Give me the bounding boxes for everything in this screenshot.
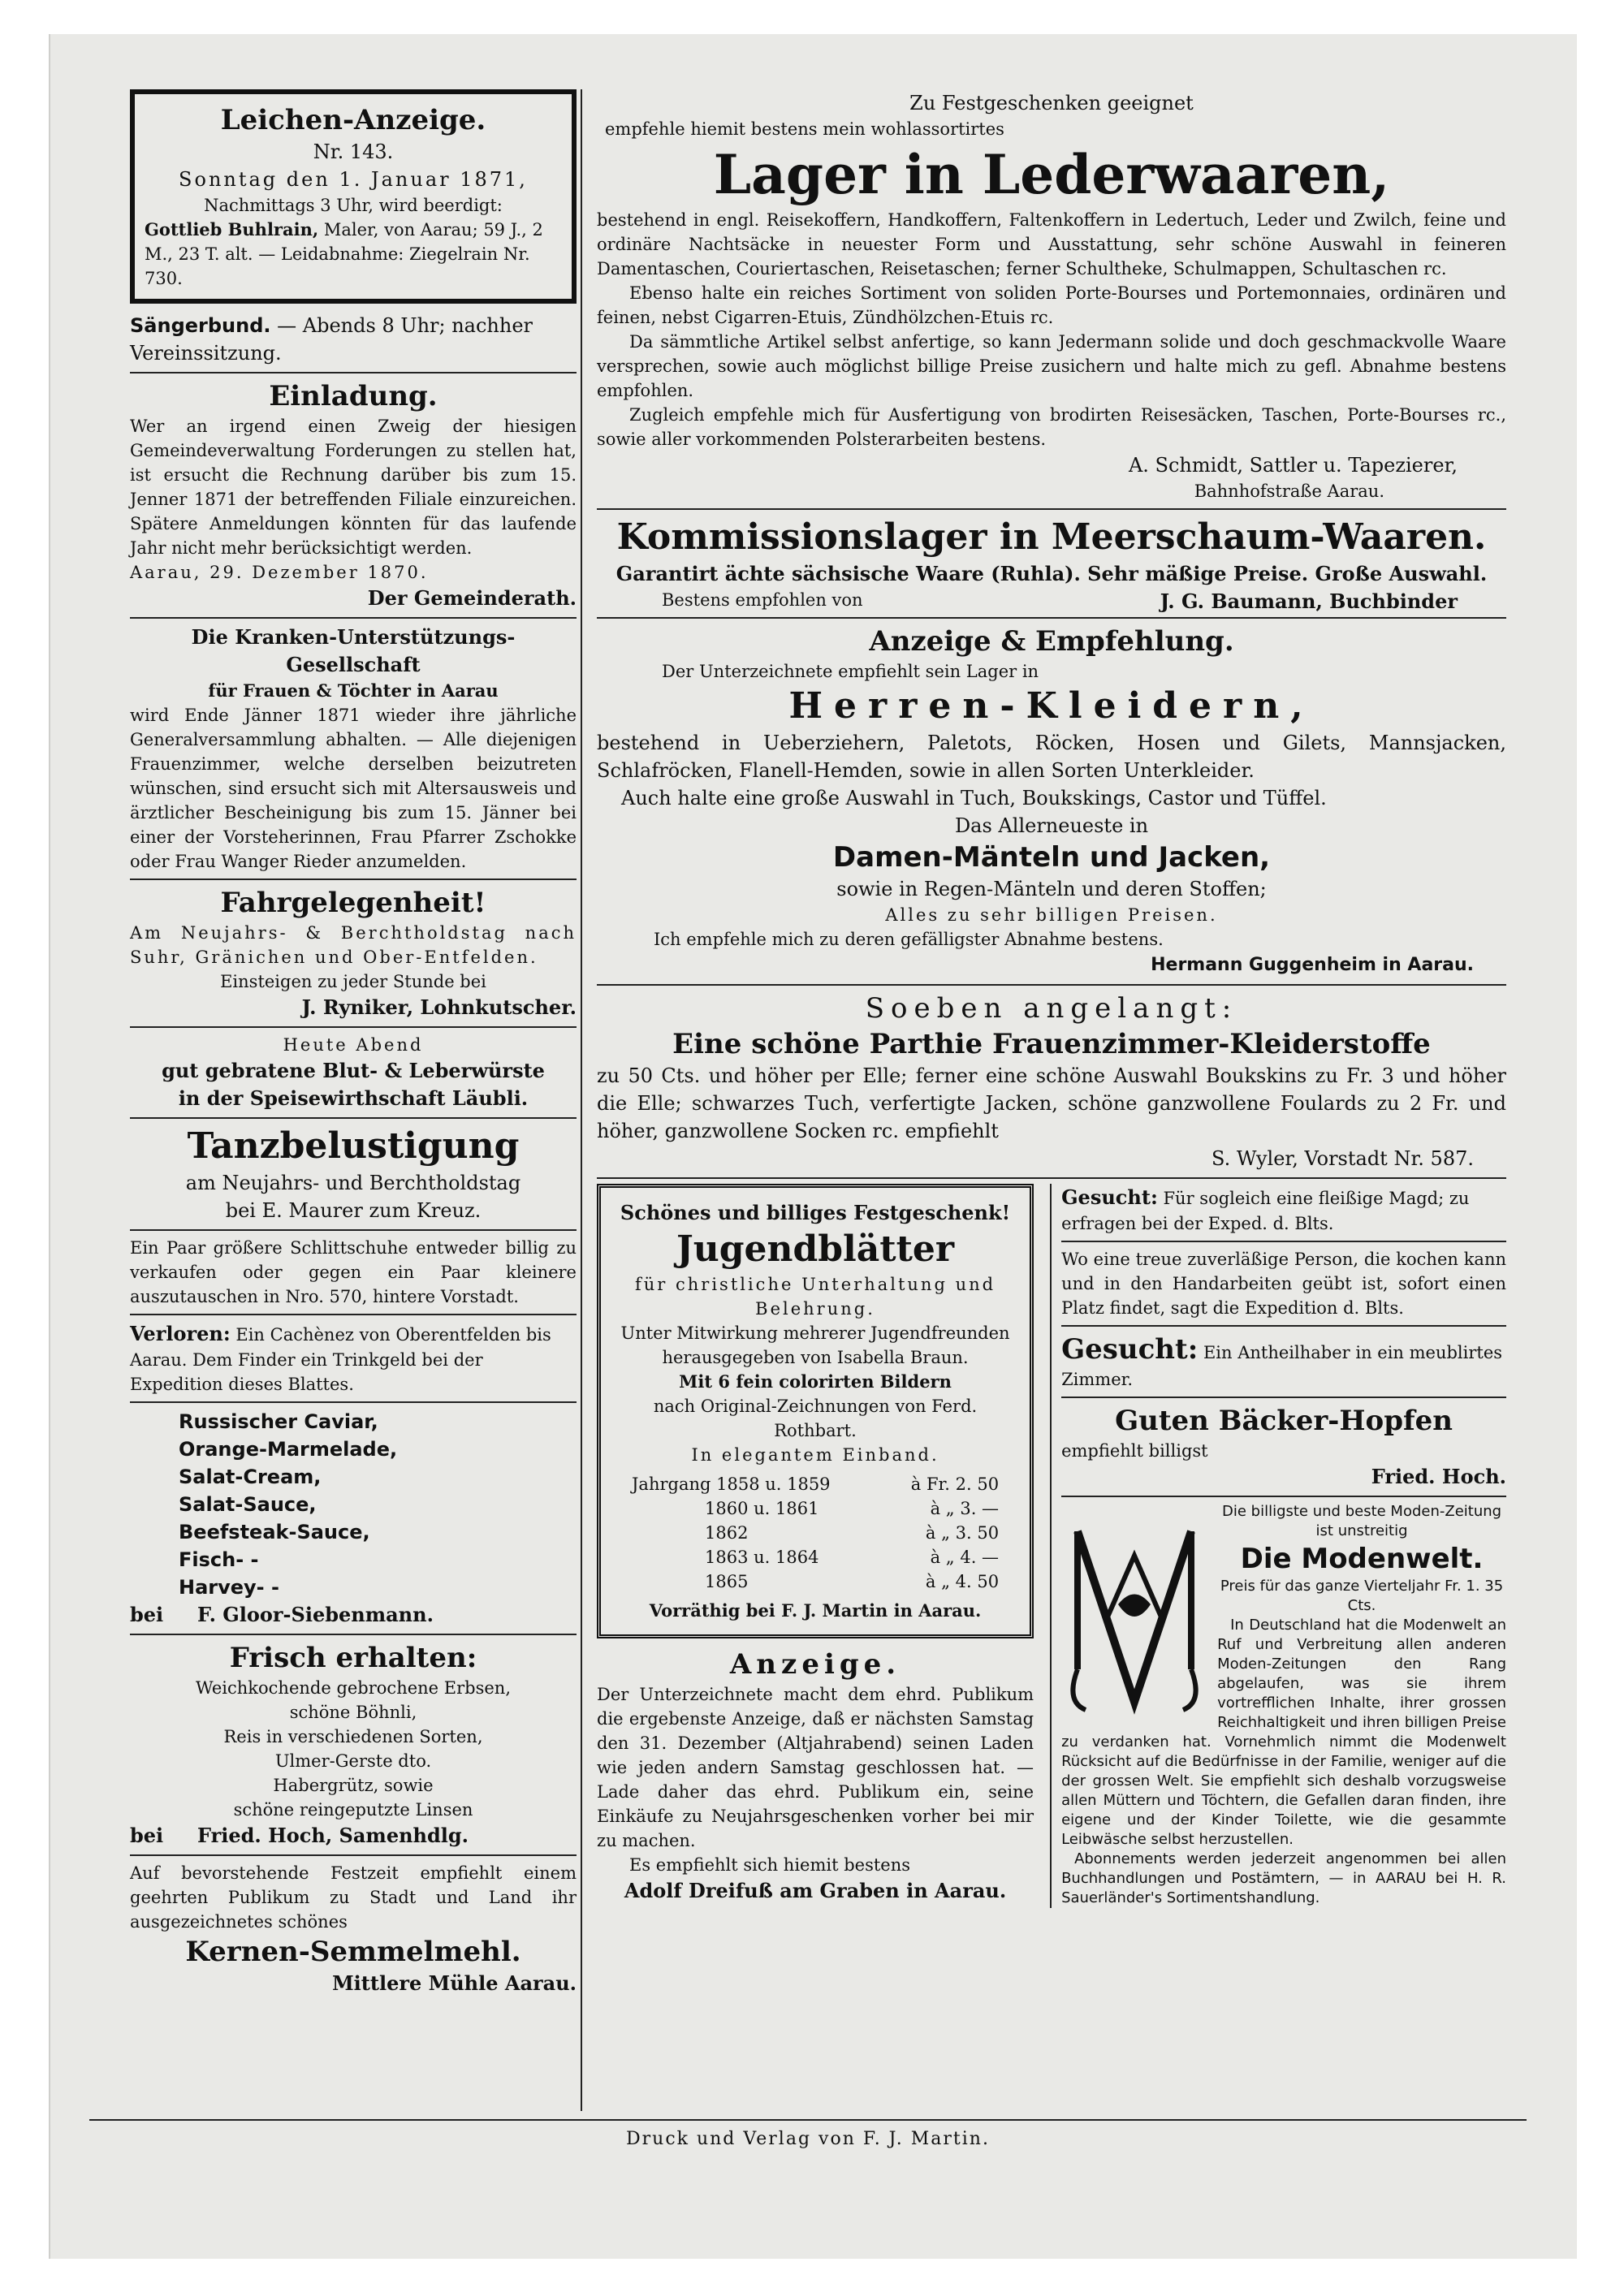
baecker-sign: Fried. Hoch. [1371, 1465, 1506, 1488]
price-row [615, 1569, 1015, 1594]
tanz-l1: am Neujahrs- und Berchtholdstag [185, 1172, 521, 1194]
herren-l5: Alles zu sehr billigen Preisen. [885, 905, 1218, 925]
kranken-title: Die Kranken-Unterstützungs-Gesellschaft [191, 625, 516, 676]
rule [130, 1401, 577, 1403]
death-notice [130, 89, 577, 304]
notice-time: Nachmittags 3 Uhr, wird beerdigt: [204, 196, 503, 215]
price-value: à „ 3. — [930, 1499, 1000, 1518]
price-value: à „ 4. 50 [925, 1572, 1000, 1591]
rule [130, 879, 577, 880]
person-text: Wo eine treue zuverläßige Person, die kochen kann und in den Handarbeiten geübt ist, sofort einen Platz findet, sagt die Expedition d. Blts. [1061, 1250, 1506, 1318]
tanz-l2: bei E. Maurer zum Kreuz. [225, 1199, 482, 1222]
jugend-sign: Vorräthig bei F. J. Martin in Aarau. [649, 1600, 982, 1621]
newspaper-page [89, 41, 1527, 2184]
fahr-sign: J. Ryniker, Lohnkutscher. [301, 995, 577, 1019]
herren-big: Herren-Kleidern, [788, 685, 1315, 727]
anzeige2-l2: Es empfiehlt sich hiemit bestens [629, 1855, 911, 1875]
anzeige2-title: Anzeige. [729, 1648, 901, 1681]
leder-l2: empfehle hiemit bestens mein wohlassortirtes [605, 119, 1004, 139]
soeben-sub: Eine schöne Parthie Frauenzimmer-Kleiderstoffe [672, 1028, 1431, 1060]
frisch-line: Reis in verschiedenen Sorten, [223, 1727, 483, 1746]
rule [130, 372, 577, 373]
modenwelt-ad [1061, 1502, 1506, 1908]
einladung-sign: Der Gemeinderath. [367, 586, 577, 610]
leder-l1: Zu Festgeschenken geeignet [909, 92, 1194, 114]
saengerbund-name: Sängerbund. [130, 314, 271, 337]
saengerbund [130, 312, 577, 367]
frisch-title: Frisch erhalten: [229, 1642, 477, 1674]
moden-text2: Abonnements werden jederzeit angenommen bei allen Buchhandlungen und Postämtern, — in AARAU bei H. R. Sauerländer's Sortimentshandlung. [1061, 1850, 1506, 1906]
leder-sign: A. Schmidt, Sattler u. Tapezierer, [1128, 454, 1458, 477]
moden-l1: Die billigste und beste Moden-Zeitung ist unstreitig [1221, 1503, 1502, 1539]
leder-p2: Ebenso halte ein reiches Sortiment von soliden Porte-Bourses und Portemonnaies, ordinären und feinen, nebst Cigarren-Etuis, Zündhölzchen-Etuis rc. [597, 283, 1506, 327]
price-year: 1863 u. 1864 [705, 1548, 819, 1567]
frisch-line: Weichkochende gebrochene Erbsen, [195, 1678, 511, 1698]
meer-line2 [597, 588, 1506, 612]
notice-date: Sonntag den 1. Januar 1871, [179, 168, 528, 191]
rule [130, 1854, 577, 1856]
herren-l4: sowie in Regen-Mänteln und deren Stoffen; [836, 878, 1267, 900]
caviar-item: Salat-Sauce, [179, 1493, 317, 1516]
gesucht1-label: Gesucht: [1061, 1185, 1158, 1209]
bottom-left [597, 1184, 1034, 1908]
leder-addr: Bahnhofstraße Aarau. [1194, 481, 1384, 501]
footer-imprint: Druck und Verlag von F. J. Martin. [89, 2119, 1527, 2149]
rule [597, 617, 1506, 619]
leder-p4: Zugleich empfehle mich für Ausfertigung von brodirten Reisesäcken, Taschen, Porte-Bourses rc., sowie aller vorkommenden Polsterarbeiten bestens. [597, 405, 1506, 449]
rule [597, 984, 1506, 986]
leder-title: Lager in Lederwaaren, [713, 143, 1390, 206]
meer-l2: Bestens empfohlen von [662, 590, 863, 610]
soeben-sign: S. Wyler, Vorstadt Nr. 587. [1211, 1147, 1474, 1170]
caviar-item: Russischer Caviar, [179, 1410, 378, 1433]
fahr-text: Am Neujahrs- & Berchtholdstag nach Suhr, Gränichen und Ober-Entfelden. [130, 923, 577, 967]
gesucht1-text: Für sogleich eine fleißige Magd; zu erfragen bei der Exped. d. Blts. [1061, 1189, 1470, 1233]
kernen-sign: Mittlere Mühle Aarau. [332, 1971, 577, 1995]
price-year: 1862 [705, 1523, 749, 1543]
baecker-title: Guten Bäcker-Hopfen [1115, 1405, 1453, 1437]
price-year: Jahrgang 1858 u. 1859 [632, 1474, 831, 1494]
jugend-l2: für christliche Unterhaltung und Belehrung. [634, 1275, 996, 1319]
herren-big2: Damen-Mänteln und Jacken, [832, 841, 1271, 874]
anzeige2-sign: Adolf Dreifuß am Graben in Aarau. [624, 1879, 1007, 1902]
bottom-right [1050, 1184, 1506, 1908]
rule [130, 1117, 577, 1119]
caviar-item: Beefsteak-Sauce, [179, 1521, 370, 1543]
jugend-l3: Unter Mitwirkung mehrerer Jugendfreunden herausgegeben von Isabella Braun. [620, 1323, 1010, 1367]
verloren-text: Ein Cachènez von Oberentfelden bis Aarau. Dem Finder ein Trinkgeld bei der Expedition dieses Blattes. [130, 1325, 551, 1394]
gesucht2-label: Gesucht: [1061, 1333, 1199, 1366]
verloren-label: Verloren: [130, 1322, 231, 1345]
rule [130, 1634, 577, 1635]
meer-l1: Garantirt ächte sächsische Waare (Ruhla). Sehr mäßige Preise. Große Auswahl. [615, 562, 1488, 585]
gesucht2 [1061, 1332, 1506, 1392]
fahr-text2: Einsteigen zu jeder Stunde bei [220, 972, 486, 991]
jugend-l1: Schönes und billiges Festgeschenk! [620, 1201, 1011, 1224]
rule [1061, 1496, 1506, 1497]
leder-p3: Da sämmtliche Artikel selbst anfertige, so kann Jedermann solide und doch geschmackvolle Waare versprechen, sowie auch möglichst billige Preise zusichern und halte mich zu gefl. Abnahme bestens empfohlen. [597, 332, 1506, 400]
einladung-place: Aarau, 29. Dezember 1870. [130, 563, 429, 582]
death-notice-title: Leichen-Anzeige. [220, 104, 486, 136]
price-year: 1860 u. 1861 [705, 1499, 819, 1518]
moden-text: In Deutschland hat die Modenwelt an Ruf und Verbreitung allen anderen Moden-Zeitungen den Rang abgelaufen, was sie ihrem vortrefflichen Inhalte, ihrer grossen Reichhaltigkeit und ihren billigen Preise zu verdanken hat. Vornehmlich nimmt die Modenwelt Rücksicht auf die Bedürfnisse in der Familie, weniger auf die der grossen Welt. Sie empfiehlt sich deshalb vorzugsweise allen Müttern und Töchtern, die Gefallen daran finden, ihre eigene und der Kinder Toilette, wie die gesammte Leibwäsche selbst herzustellen. [1061, 1617, 1506, 1848]
jugend-l5: nach Original-Zeichnungen von Ferd. Rothbart. [653, 1397, 978, 1440]
rule [597, 1177, 1506, 1179]
herren-l1: Der Unterzeichnete empfiehlt sein Lager in [662, 662, 1039, 681]
soeben-text: zu 50 Cts. und höher per Elle; ferner eine schöne Auswahl Boukskins zu Fr. 3 und höher die Elle; schwarzes Tuch, verfertigte Jacken, schöne ganzwollene Foulards zu 2 Fr. und höher, ganzwollene Socken rc. empfiehlt [597, 1064, 1506, 1142]
saengerbund-text: — Abends 8 Uhr; nachher Vereinssitzung. [130, 314, 533, 365]
jugend-title: Jugendblätter [676, 1228, 955, 1270]
meer-sign: J. G. Baumann, Buchbinder [1160, 589, 1458, 613]
anzeige2-text: Der Unterzeichnete macht dem ehrd. Publikum die ergebenste Anzeige, daß er nächsten Samstag den 31. Dezember (Altjahrabend) seinen Laden wie jeden andern Samstag geschlossen hat. — Lade daher das ehrd. Publikum ein, seine Einkäufe zu Neujahrsgeschenken vorher bei mir zu machen. [597, 1685, 1034, 1850]
rule [130, 1026, 577, 1028]
price-value: à „ 3. 50 [925, 1523, 1000, 1543]
price-table [615, 1472, 1015, 1594]
price-year: 1865 [705, 1572, 749, 1591]
caviar-item: Orange-Marmelade, [179, 1438, 398, 1461]
moden-title: Die Modenwelt. [1240, 1543, 1484, 1575]
gesucht2-text: Ein Antheilhaber in ein meublirtes Zimmer. [1061, 1343, 1503, 1389]
modenwelt-logo-icon [1061, 1507, 1207, 1718]
rule [130, 1314, 577, 1315]
frisch-line: schöne Böhnli, [289, 1703, 417, 1722]
herren-l6: Ich empfehle mich zu deren gefälligster Abnahme bestens. [654, 930, 1164, 949]
baecker-l1: empfiehlt billigst [1061, 1441, 1208, 1461]
moden-l2: Preis für das ganze Vierteljahr Fr. 1. 35 Cts. [1220, 1578, 1504, 1614]
jugend-l4: Mit 6 fein colorirten Bildern [679, 1371, 952, 1392]
kranken-text: wird Ende Jänner 1871 wieder ihre jährliche Generalversammlung abhalten. — Alle diejenigen Frauenzimmer, welche derselben beizutreten wünschen, sind ersucht sich mit Altersausweis und ärztlicher Bescheinigung bis zum 15. Jänner bei einer der Vorsteherinnen, Frau Pfarrer Zschokke oder Frau Wanger Rieder anzumelden. [130, 706, 577, 871]
caviar-item: Salat-Cream, [179, 1466, 322, 1488]
caviar-list [130, 1408, 577, 1601]
gesucht1 [1061, 1184, 1506, 1236]
price-row [615, 1496, 1015, 1521]
price-value: à „ 4. — [930, 1548, 1000, 1567]
jugend-l6: In elegantem Einband. [691, 1445, 939, 1465]
bottom-row [597, 1184, 1506, 1908]
heute-l1: Heute Abend [283, 1035, 424, 1055]
tanz-title: Tanzbelustigung [187, 1125, 520, 1167]
frisch-sign: bei Fried. Hoch, Samenhdlg. [130, 1824, 469, 1847]
fahr-title: Fahrgelegenheit! [220, 887, 486, 919]
deceased-details: Maler, von Aarau; 59 J., 2 M., 23 T. alt. — Leidabnahme: Ziegelrain Nr. 730. [145, 220, 543, 288]
herren-l3: Das Allerneueste in [954, 814, 1149, 837]
rule [1061, 1241, 1506, 1242]
herren-p2: Auch halte eine große Auswahl in Tuch, Boukskings, Castor und Tüffel. [621, 787, 1327, 809]
schlitt-text: Ein Paar größere Schlittschuhe entweder billig zu verkaufen oder gegen ein Paar kleinere auszutauschen in Nro. 570, hintere Vorstadt. [130, 1238, 577, 1306]
kranken-sub: für Frauen & Töchter in Aarau [208, 680, 499, 701]
kernen-title: Kernen-Semmelmehl. [185, 1936, 521, 1968]
herren-sign: Hermann Guggenheim in Aarau. [1151, 955, 1474, 975]
caviar-item: Fisch- - [179, 1548, 259, 1571]
price-row [615, 1545, 1015, 1569]
frisch-line: schöne reingeputzte Linsen [233, 1800, 473, 1820]
frisch-line: Habergrütz, sowie [273, 1776, 434, 1795]
leder-p1: bestehend in engl. Reisekoffern, Handkoffern, Faltenkoffern in Ledertuch, Leder und Zwilch, feine und ordinäre Nachtsäcke in neuester Form und Ausstattung, sehr schöne Auswahl in feineren Damentaschen, Couriertaschen, Reisetaschen; ferner Schultheke, Schulmappen, Schultaschen rc. [597, 210, 1506, 278]
price-value: à Fr. 2. 50 [910, 1474, 1000, 1494]
frisch-line: Ulmer-Gerste dto. [274, 1751, 432, 1771]
kernen-text: Auf bevorstehende Festzeit empfiehlt einem geehrten Publikum zu Stadt und Land ihr ausgezeichnetes schönes [130, 1863, 577, 1932]
column-divider [581, 89, 582, 2111]
jugendblaetter-box [597, 1184, 1034, 1638]
rule [1061, 1397, 1506, 1398]
caviar-item: Harvey- - [179, 1576, 279, 1599]
einladung-title: Einladung. [269, 380, 438, 412]
left-column [130, 89, 577, 1997]
verloren [130, 1320, 577, 1397]
rule [130, 1229, 577, 1231]
einladung-text: Wer an irgend einen Zweig der hiesigen Gemeindeverwaltung Forderungen zu stellen hat, ist ersucht die Rechnung darüber bis zum 15. Jenner 1871 der betreffenden Filiale einzureichen. Spätere Anmeldungen könnten für das laufende Jahr nicht mehr berücksichtigt werden. [130, 417, 577, 558]
right-column [597, 89, 1506, 1908]
rule [597, 508, 1506, 510]
price-row [615, 1472, 1015, 1496]
rule [1061, 1325, 1506, 1327]
herren-title: Anzeige & Empfehlung. [869, 625, 1234, 658]
meer-title: Kommissionslager in Meerschaum-Waaren. [616, 516, 1487, 558]
caviar-sign: bei F. Gloor-Siebenmann. [130, 1603, 434, 1626]
rule [130, 617, 577, 619]
notice-number: Nr. 143. [313, 140, 394, 163]
price-row [615, 1521, 1015, 1545]
herren-p1: bestehend in Ueberziehern, Paletots, Röcken, Hosen und Gilets, Mannsjacken, Schlafröcken, Flanell-Hemden, sowie in allen Sorten Unterkleider. [597, 732, 1506, 782]
heute-l2: gut gebratene Blut- & Leberwürste [162, 1059, 545, 1082]
soeben-title: Soeben angelangt: [865, 992, 1238, 1025]
deceased-name: Gottlieb Buhlrain, [145, 219, 319, 240]
heute-l3: in der Speisewirthschaft Läubli. [178, 1086, 529, 1110]
